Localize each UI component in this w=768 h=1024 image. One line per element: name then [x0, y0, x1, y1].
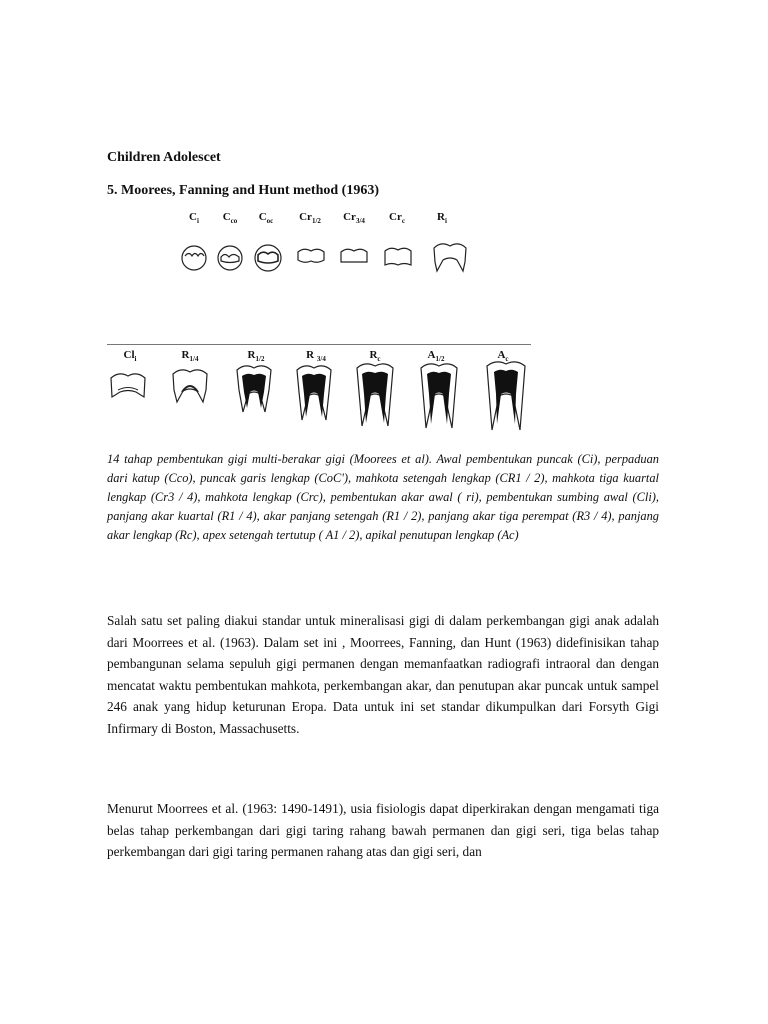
body-paragraph-2: Menurut Moorrees et al. (1963: 1490-1491), usia fisiologis dapat diperkirakan dengan mengamati tiga belas tahap perkembangan dari gigi taring rahang bawah permanen dan gigi seri, tiga belas tahap perkembangan dari gigi taring permanen rahang atas dan gigi seri, dan — [107, 801, 659, 859]
stage-label-cr12: $Cr_{1/2}$ — [299, 211, 321, 226]
tooth-r14-drawing — [170, 366, 210, 406]
stage-label-rc: $R_c$ — [369, 349, 381, 364]
tooth-cr34-drawing — [338, 246, 370, 268]
figure-caption: 14 tahap pembentukan gigi multi-berakar gigi (Moorees et al). Awal pembentukan puncak (Ci), perpaduan dari katup (Cco), puncak garis lengkap (CoC'), mahkota setengah lengkap (CR1 / 2), mahkota tiga kuartal lengkap (Cr3 / 4), mahkota lengkap (Crc), pembentukan akar awal ( ri), pembentukan sumbing awal (Cli), panjang akar kuartal (R1 / 4), akar panjang setengah (R1 / 2), panjang akar tiga perempat (R3 / 4), panjang akar lengkap (Rc), apex setengah tertutup ( A1 / 2), apikal penutupan lengkap (Ac) — [107, 452, 659, 542]
stage-label-cco: $C_{co}$ — [222, 211, 238, 226]
stage-label-r14: $R_{1/4}$ — [181, 349, 199, 364]
stage-label-r34: R $_{3/4}$ — [306, 349, 326, 364]
tooth-r34-drawing — [294, 362, 334, 424]
stage-label-ci: $C_i$ — [189, 211, 199, 226]
method-title: 5. Moorees, Fanning and Hunt method (1963) — [107, 183, 379, 198]
tooth-crc-drawing — [382, 245, 414, 271]
tooth-cco-drawing — [215, 244, 245, 272]
tooth-coc-drawing — [252, 243, 284, 273]
tooth-stages-figure — [0, 0, 768, 440]
stage-label-cli: $Cl_i$ — [123, 349, 137, 364]
stage-label-a12: $A_{1/2}$ — [427, 349, 445, 364]
stage-label-coc: $C_{oc}$ — [258, 211, 274, 226]
stage-label-crc: $Cr_c$ — [389, 211, 405, 226]
body-paragraph-1: Salah satu set paling diakui standar untuk mineralisasi gigi di dalam perkembangan gigi anak adalah dari Moorrees et al. (1963). Dalam set ini , Moorrees, Fanning, dan Hunt (1963) didefinisikan tahap pembangunan selama sepuluh gigi permanen dengan memanfaatkan radiografi intraoral dan dengan mencatat waktu pembentukan mahkota, perkembangan akar, dan penutupan akar puncak untuk sampel 246 anak yang hidup keturunan Eropa. Data untuk ini set standar dikumpulkan dari Forsyth Gigi Infirmary di Boston, Massachusetts. — [107, 613, 659, 736]
tooth-ci-drawing — [180, 244, 208, 272]
tooth-rc-drawing — [354, 360, 396, 430]
section-title: Children Adolescet — [107, 150, 221, 165]
stage-label-cr34: $Cr_{3/4}$ — [343, 211, 365, 226]
tooth-ri-drawing — [430, 240, 470, 274]
figure-divider — [107, 344, 531, 345]
tooth-cli-drawing — [108, 370, 148, 402]
tooth-cr12-drawing — [295, 246, 327, 268]
stage-label-ri: $R_i$ — [437, 211, 447, 226]
tooth-ac-drawing — [484, 358, 528, 434]
tooth-r12-drawing — [234, 362, 274, 416]
stage-label-ac: $A_c$ — [497, 349, 509, 364]
stage-label-r12: $R_{1/2}$ — [247, 349, 265, 364]
tooth-a12-drawing — [418, 360, 460, 432]
